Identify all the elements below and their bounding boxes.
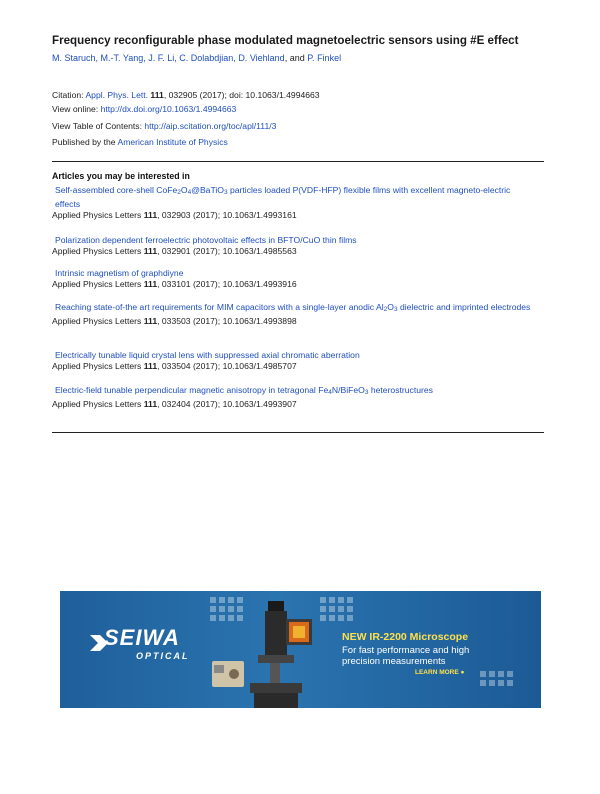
- ad-subline: For fast performance and high precision measurements: [342, 645, 470, 667]
- citation-rest: , 032905 (2017); doi: 10.1063/1.4994663: [163, 90, 320, 100]
- author-link[interactable]: D. Viehland: [238, 53, 285, 63]
- author-link[interactable]: M.-T. Yang: [100, 53, 144, 63]
- article-citation: Applied Physics Letters 111, 032404 (2017); 10.1063/1.4993907: [52, 398, 297, 409]
- toc-link[interactable]: http://aip.scitation.org/toc/apl/111/3: [144, 121, 277, 131]
- published-by-line: [52, 137, 228, 147]
- publisher-link[interactable]: American Institute of Physics: [117, 137, 228, 147]
- article-citation: Applied Physics Letters 111, 032903 (2017); 10.1063/1.4993161: [52, 209, 297, 220]
- divider-bottom: [52, 432, 544, 433]
- author-link[interactable]: J. F. Li: [148, 53, 175, 63]
- author-link[interactable]: M. Staruch: [52, 53, 96, 63]
- article-item: [52, 185, 532, 220]
- citation-volume: 111: [150, 90, 164, 100]
- article-title-link[interactable]: Self-assembled core-shell $CoFe_2O_4@BaTiO_3$ particles loaded P(VDF-HFP) flexible films with excellent magneto-electric effects: [55, 185, 511, 209]
- ad-headline: NEW IR-2200 Microscope: [342, 631, 469, 643]
- view-online-label: View online:: [52, 104, 101, 114]
- article-title-link[interactable]: Electrically tunable liquid crystal lens with suppressed axial chromatic aberration: [55, 350, 360, 360]
- view-toc-label: View Table of Contents:: [52, 121, 145, 131]
- journal-link[interactable]: Appl. Phys. Lett.: [85, 90, 149, 100]
- author-list: M. Staruch, M.-T. Yang, J. F. Li, C. Dolabdjian, D. Viehland, and P. Finkel: [52, 53, 342, 63]
- brand-logo: SEIWA: [104, 625, 180, 650]
- article-citation: Applied Physics Letters 111, 033101 (2017); 10.1063/1.4993916: [52, 278, 297, 289]
- doi-link[interactable]: http://dx.doi.org/10.1063/1.4994663: [100, 104, 237, 114]
- article-item: [52, 268, 532, 290]
- article-title-link[interactable]: Intrinsic magnetism of graphdiyne: [55, 268, 184, 278]
- paper-title: Frequency reconfigurable phase modulated magnetoelectric sensors using #E effect: [52, 34, 519, 47]
- author-link[interactable]: C. Dolabdjian: [179, 53, 234, 63]
- citation-line: [52, 90, 320, 100]
- divider-top: [52, 161, 544, 162]
- article-title-link[interactable]: Polarization dependent ferroelectric photovoltaic effects in BFTO/CuO thin films: [55, 235, 357, 245]
- article-item: [52, 302, 532, 327]
- article-citation: Applied Physics Letters 111, 033503 (2017); 10.1063/1.4993898: [52, 315, 297, 326]
- brand-sub: OPTICAL: [136, 651, 190, 661]
- article-item: [52, 385, 532, 410]
- advertisement-banner[interactable]: [60, 591, 541, 708]
- article-title-link[interactable]: Electric-field tunable perpendicular magnetic anisotropy in tetragonal $Fe_4N/BiFeO_3$ heterostructures: [55, 385, 433, 396]
- author-link[interactable]: P. Finkel: [307, 53, 342, 63]
- citation-label: Citation:: [52, 90, 86, 100]
- authors-and: , and: [284, 53, 308, 63]
- view-online-line: [52, 104, 236, 114]
- article-title-link[interactable]: Reaching state-of-the art requirements for MIM capacitors with a single-layer anodic $Al_2O_3$ dielectric and imprinted electrodes: [55, 302, 531, 313]
- article-citation: Applied Physics Letters 111, 033504 (2017); 10.1063/1.4985707: [52, 360, 297, 371]
- microscope-image: [210, 597, 330, 708]
- related-articles-heading: Articles you may be interested in: [52, 171, 190, 181]
- view-toc-line: [52, 121, 276, 131]
- learn-more-button[interactable]: LEARN MORE ●: [415, 669, 465, 676]
- article-item: [52, 235, 532, 257]
- arrow-circle-icon: ●: [460, 669, 465, 676]
- article-item: [52, 350, 532, 372]
- decorative-dots: [480, 671, 513, 686]
- published-by-label: Published by the: [52, 137, 118, 147]
- article-citation: Applied Physics Letters 111, 032901 (2017); 10.1063/1.4985563: [52, 245, 297, 256]
